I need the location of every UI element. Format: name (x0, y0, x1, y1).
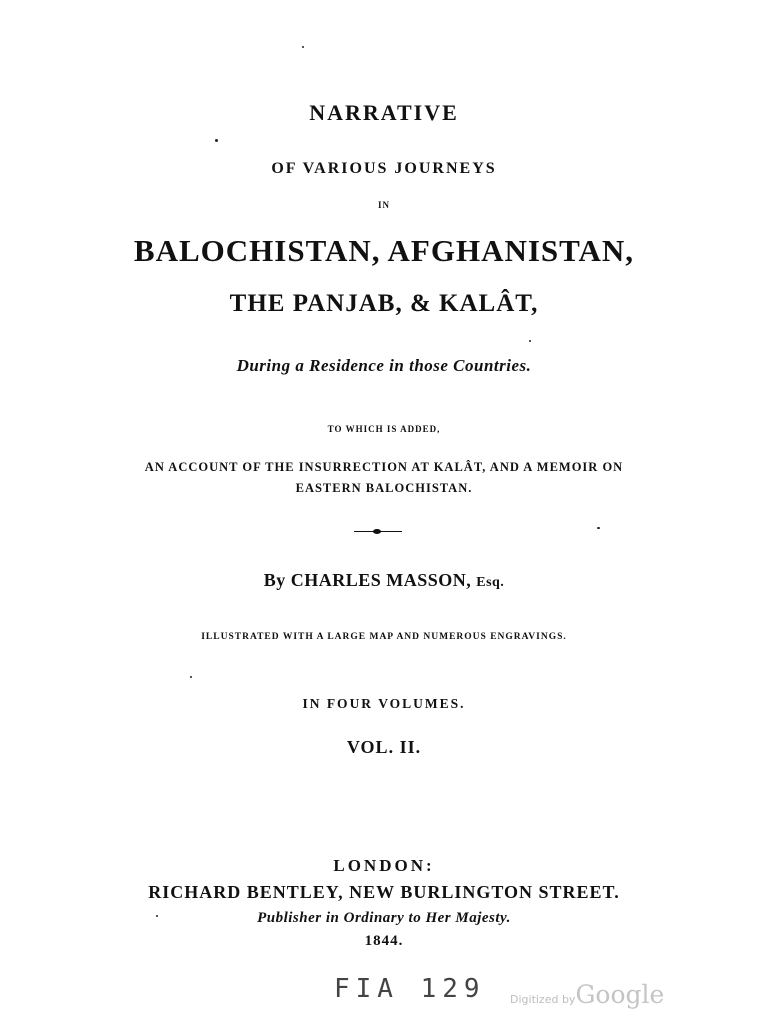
imprint-year: 1844. (364, 933, 404, 949)
illustrated-note: ILLUSTRATED WITH A LARGE MAP AND NUMEROUS ENGRAVINGS. (201, 632, 567, 642)
title-panjab-kalat: THE PANJAB, & KALÂT, (229, 290, 539, 317)
ink-speck (215, 139, 218, 142)
digitized-label: Digitized by (510, 993, 576, 1006)
title-various-journeys: OF VARIOUS JOURNEYS (271, 160, 497, 177)
addendum-line-1: AN ACCOUNT OF THE INSURRECTION AT KALÂT, AND A MEMOIR ON (144, 460, 624, 474)
imprint-city: LONDON: (333, 856, 435, 875)
title-in: IN (377, 200, 390, 210)
volume-number: VOL. II. (346, 737, 422, 757)
ink-speck (190, 676, 192, 678)
title-places: BALOCHISTAN, AFGHANISTAN, (133, 233, 635, 268)
author-by: By (263, 570, 286, 590)
ornamental-rule-dot (373, 529, 381, 534)
addendum-intro: TO WHICH IS ADDED, (327, 424, 441, 434)
author-line (0, 570, 768, 591)
author-suffix: Esq. (476, 575, 505, 590)
imprint-appointment: Publisher in Ordinary to Her Majesty. (257, 910, 511, 926)
library-catalog-mark: FIA 129 (334, 974, 486, 1004)
title-narrative: NARRATIVE (309, 100, 459, 125)
ink-speck (529, 340, 531, 342)
google-logo: Google (575, 980, 665, 1009)
digitized-by-watermark (510, 980, 664, 1009)
ink-speck (302, 46, 304, 48)
ink-speck (597, 527, 600, 529)
addendum-line-2: EASTERN BALOCHISTAN. (295, 481, 473, 495)
imprint-publisher: RICHARD BENTLEY, NEW BURLINGTON STREET. (148, 882, 620, 902)
title-during-residence: During a Residence in those Countries. (236, 356, 532, 375)
ink-speck (156, 915, 158, 917)
author-name: CHARLES MASSON, (290, 570, 472, 590)
volume-set: IN FOUR VOLUMES. (302, 696, 466, 711)
